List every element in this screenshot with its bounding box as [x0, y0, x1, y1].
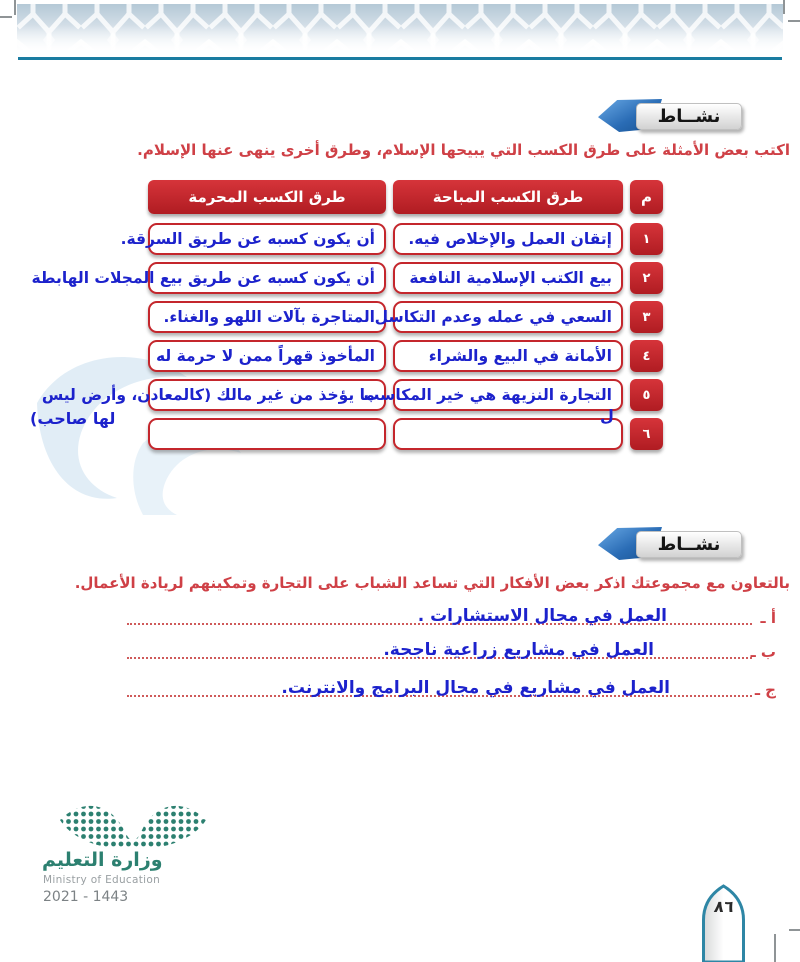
crop-mark: [14, 0, 16, 15]
handwritten-wrap-line: لها صاحب): [30, 409, 116, 428]
halal-answer-box[interactable]: [363, 379, 623, 411]
item-label: ب ـ: [750, 643, 776, 661]
handwritten-answer: التجارة النزيهة هي خير المكاسب: [363, 386, 612, 404]
item-label: أ ـ: [760, 609, 776, 627]
table-header-row: [147, 180, 663, 214]
row-number-badge: ٥: [630, 379, 663, 411]
answer-line[interactable]: [22, 632, 778, 662]
table-row: [147, 340, 663, 372]
haram-answer-box[interactable]: [41, 379, 386, 411]
handwritten-answer: العمل في مشاريع زراعية ناجحة.: [383, 640, 654, 660]
header-divider-line: [18, 57, 782, 60]
activity-label: نشــاط: [636, 531, 742, 558]
table-row: [31, 262, 663, 294]
haram-answer-box[interactable]: [120, 223, 386, 255]
activity-badge-1: [598, 99, 746, 133]
handwritten-answer: إتقان العمل والإخلاص فيه.: [408, 230, 612, 248]
row-number-badge: ٢: [630, 262, 663, 294]
halal-answer-box[interactable]: [393, 340, 623, 372]
haram-answer-box[interactable]: [31, 262, 386, 294]
halal-answer-box[interactable]: [393, 418, 623, 450]
row-number-badge: ٦: [630, 418, 663, 450]
page-number-arch: [700, 884, 747, 962]
ministry-logo-icon: [58, 796, 208, 850]
crop-mark: [774, 934, 776, 962]
col-header-number: م: [630, 180, 663, 214]
page-number: ٨٦: [712, 897, 736, 916]
haram-answer-box[interactable]: [148, 340, 386, 372]
answers-section: [22, 598, 778, 708]
col-header-halal: طرق الكسب المباحة: [393, 180, 623, 214]
halal-answer-box[interactable]: [374, 301, 623, 333]
col-header-haram: طرق الكسب المحرمة: [148, 180, 386, 214]
activity-badge-2: [598, 527, 746, 561]
handwritten-answer: المأخوذ قهراً ممن لا حرمة له: [155, 347, 375, 365]
table-row: [147, 301, 663, 333]
handwritten-answer: أن يكون كسبه عن طريق بيع المجلات الهابطة: [31, 269, 375, 287]
handwritten-answer: العمل في مشاريع في مجال البرامج والانترنت.: [281, 678, 670, 698]
table-row: [41, 379, 663, 411]
ministry-name-arabic: وزارة التعليم: [42, 849, 163, 871]
activity2-instruction: بالتعاون مع مجموعتك اذكر بعض الأفكار التي تساعد الشباب على التجارة وتمكينهم لريادة الأعمال.: [74, 574, 790, 592]
haram-answer-box[interactable]: [148, 418, 386, 450]
row-number-badge: ٣: [630, 301, 663, 333]
handwritten-answer: العمل في مجال الاستشارات .: [417, 606, 667, 626]
ministry-name-english: Ministry of Education: [43, 874, 161, 886]
crop-mark: [789, 929, 800, 931]
item-label: ج ـ: [754, 681, 776, 699]
handwritten-stray-mark: ل: [600, 406, 614, 425]
crop-mark: [783, 0, 785, 14]
handwritten-answer: السعي في عمله وعدم التكاسل: [374, 308, 612, 326]
crop-mark: [788, 20, 800, 22]
haram-answer-box[interactable]: [148, 301, 386, 333]
handwritten-answer: المتاجرة بآلات اللهو والغناء.: [163, 308, 375, 326]
answer-line[interactable]: [22, 670, 778, 700]
handwritten-answer: أن يكون كسبه عن طريق السرقة.: [120, 230, 375, 248]
edition-year: 2021 - 1443: [43, 889, 129, 905]
header-pattern-band: [17, 4, 783, 50]
halal-answer-box[interactable]: [393, 223, 623, 255]
crop-mark: [0, 16, 12, 18]
activity1-instruction: اكتب بعض الأمثلة على طرق الكسب التي يبيحها الإسلام، وطرق أخرى ينهى عنها الإسلام.: [137, 141, 790, 159]
activity-label: نشــاط: [636, 103, 742, 130]
handwritten-answer: ما يؤخذ من غير مالك (كالمعادن، وأرض ليس: [41, 386, 375, 404]
answer-line[interactable]: [22, 598, 778, 628]
handwritten-answer: بيع الكتب الإسلامية النافعة: [409, 269, 612, 287]
row-number-badge: ١: [630, 223, 663, 255]
table-row: [147, 418, 663, 450]
handwritten-answer: الأمانة في البيع والشراء: [428, 347, 612, 365]
halal-answer-box[interactable]: [393, 262, 623, 294]
table-row: [120, 223, 663, 255]
row-number-badge: ٤: [630, 340, 663, 372]
